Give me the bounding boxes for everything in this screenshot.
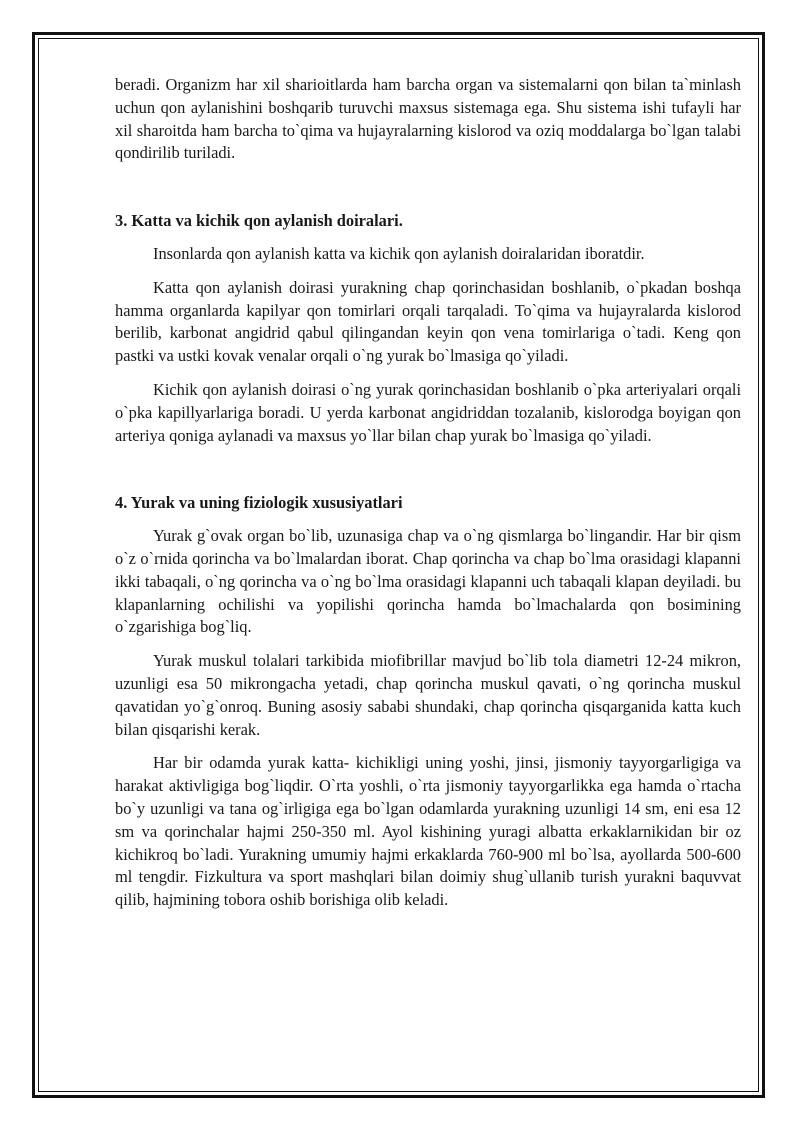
section-4-heading: 4. Yurak va uning fiziologik xususiyatlari [115, 493, 403, 513]
intro-paragraph: beradi. Organizm har xil sharioitlarda ham barcha organ va sistemalarni qon bilan ta`minlash uchun qon aylanishini boshqarib turuvchi maxsus sistemaga ega. Shu sistema ishi tufayli har xil sharoitda ham barcha to`qima va hujayralarning kislorod va oziq moddalarga bo`lgan talabi qondirilib turiladi. [115, 75, 741, 163]
document-body [115, 74, 741, 912]
section-4-paragraph: Yurak g`ovak organ bo`lib, uzunasiga chap va o`ng qismlarga bo`lingandir. Har bir qism o`z o`rnida qorincha va bo`lmalardan iborat. Chap qorincha va chap bo`lma orasidagi klapanni ikki tabaqali, o`ng qorincha va o`ng bo`lma orasidagi klapanni uch tabaqali klapan deyiladi. bu klapanlarning ochilishi va yopilishi qorincha hamda bo`lmachalarda qon bosimining o`zgarishiga bog`liq. [115, 526, 741, 637]
section-3-paragraph: Kichik qon aylanish doirasi o`ng yurak qorinchasidan boshlanib o`pka arteriyalari orqali o`pka kapillyarlariga boradi. U yerda karbonat angidriddan tozalanib, kislorodga boyigan qon arteriya qoniga aylanadi va maxsus yo`llar bilan chap yurak bo`lmasiga qo`yiladi. [115, 379, 741, 445]
section-3-paragraph: Katta qon aylanish doirasi yurakning chap qorinchasidan boshlanib, o`pkadan boshqa hamma organlarda kapilyar qon tomirlari orqali tarqaladi. To`qima va hujayralarda kislorod berilib, karbonat angidrid qabul qilingandan keyin qon vena tomirlariga o`tadi. Keng qon pastki va ustki kovak venalar orqali o`ng yurak bo`lmasiga qo`yiladi. [115, 277, 741, 366]
section-3-heading: 3. Katta va kichik qon aylanish doiralari. [115, 211, 403, 231]
section-3-paragraph: Insonlarda qon aylanish katta va kichik qon aylanish doiralaridan iboratdir. [153, 243, 645, 263]
section-4-paragraph: Yurak muskul tolalari tarkibida miofibrillar mavjud bo`lib tola diametri 12-24 mikron, uzunligi esa 50 mikrongacha yetadi, chap qorincha muskul qavati, o`ng qorincha muskul qavatidan yo`g`onroq. Buning asosiy sababi shundaki, chap qorincha qisqarganida katta kuch bilan qisqarishi kerak. [115, 651, 741, 739]
section-4-paragraph: Har bir odamda yurak katta- kichikligi uning yoshi, jinsi, jismoniy tayyorgarligiga va harakat aktivligiga bog`liqdir. O`rta yoshli, o`rta jismoniy tayyorgarlikka ega hamda o`rtacha bo`y uzunligi va tana og`irligiga ega bo`lgan odamlarda yurakning uzunligi 14 sm, eni esa 12 sm va qorinchalar hajmi 250-350 ml. Ayol kishining yuragi albatta erkaklarnikidan bir oz kichikroq bo`ladi. Yurakning umumiy hajmi erkaklarda 760-900 ml bo`lsa, ayollarda 500-600 ml tengdir. Fizkultura va sport mashqlari bilan doimiy shug`ullanib turish yurakni baquvvat qilib, hajmining tobora oshib borishiga olib keladi. [115, 753, 741, 910]
